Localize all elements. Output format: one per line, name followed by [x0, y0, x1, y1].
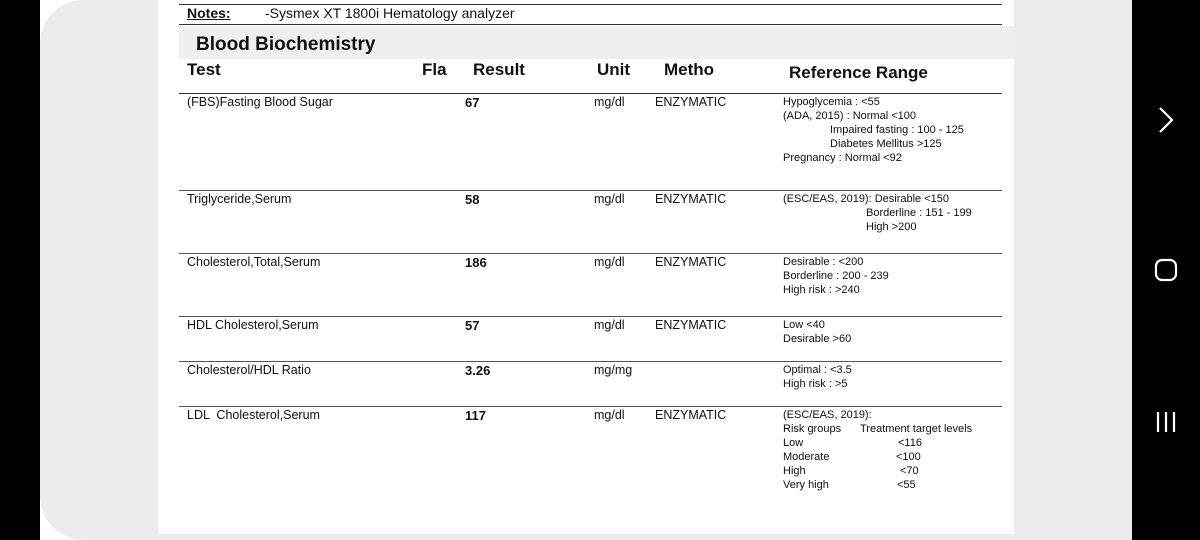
header-result: Result — [473, 60, 525, 79]
test-name: LDL Cholesterol,Serum — [187, 408, 320, 422]
test-name: Cholesterol/HDL Ratio — [187, 363, 311, 377]
reference-line: <116 — [898, 437, 922, 449]
rounded-square-icon — [1154, 258, 1178, 282]
section-header — [179, 26, 1014, 59]
chevron-right-icon — [1157, 106, 1175, 134]
unit-value: mg/dl — [594, 95, 625, 109]
header-method: Metho — [664, 60, 715, 79]
nav-recents-button[interactable] — [1132, 402, 1200, 442]
result-value: 3.26 — [465, 363, 491, 378]
test-name: Triglyceride,Serum — [187, 192, 292, 206]
three-bars-icon — [1154, 410, 1178, 434]
unit-value: mg/dl — [594, 318, 625, 332]
reference-line: Moderate — [783, 451, 830, 463]
reference-line: (ESC/EAS, 2019): Desirable <150 — [783, 193, 950, 205]
reference-line: Low — [783, 437, 804, 449]
divider — [179, 316, 1002, 317]
test-name: Cholesterol,Total,Serum — [187, 255, 321, 269]
reference-line: <100 — [896, 451, 921, 463]
unit-value: mg/dl — [594, 408, 625, 422]
header-test: Test — [187, 60, 221, 79]
reference-line: Very high — [783, 479, 829, 491]
result-value: 117 — [465, 408, 486, 423]
reference-line: Low <40 — [783, 319, 825, 331]
reference-line: <55 — [897, 479, 916, 491]
reference-line: High >200 — [866, 221, 917, 233]
header-reference: Reference Range — [789, 63, 928, 82]
reference-line: Pregnancy : Normal <92 — [783, 152, 902, 164]
reference-line: Borderline : 151 - 199 — [866, 207, 972, 219]
unit-value: mg/dl — [594, 255, 625, 269]
method-value: ENZYMATIC — [655, 318, 727, 332]
reference-line: (ADA, 2015) : Normal <100 — [783, 110, 916, 122]
divider — [179, 253, 1002, 254]
unit-value: mg/dl — [594, 192, 625, 206]
method-value: ENZYMATIC — [655, 408, 727, 422]
divider — [179, 93, 1002, 94]
test-name: HDL Cholesterol,Serum — [187, 318, 319, 332]
reference-line: Diabetes Mellitus >125 — [830, 138, 942, 150]
divider — [179, 361, 1002, 362]
reference-line: Hypoglycemia : <55 — [783, 96, 880, 108]
device-left-bezel — [0, 0, 40, 540]
reference-line: Treatment target levels — [860, 423, 973, 435]
nav-back-button[interactable] — [1132, 100, 1200, 140]
divider — [179, 190, 1002, 191]
reference-line: High — [783, 465, 806, 477]
result-value: 57 — [465, 318, 480, 333]
reference-line: <70 — [900, 465, 919, 477]
result-value: 58 — [465, 192, 480, 207]
report-page — [158, 0, 1014, 534]
method-value: ENZYMATIC — [655, 95, 727, 109]
reference-line: (ESC/EAS, 2019): — [783, 409, 872, 421]
reference-line: Impaired fasting : 100 - 125 — [830, 124, 964, 136]
reference-line: High risk : >5 — [783, 378, 848, 390]
divider — [179, 24, 1002, 25]
reference-line: Optimal : <3.5 — [783, 364, 852, 376]
method-value: ENZYMATIC — [655, 192, 727, 206]
method-value: ENZYMATIC — [655, 255, 727, 269]
header-unit: Unit — [597, 60, 631, 79]
unit-value: mg/mg — [594, 363, 633, 377]
reference-line: Desirable : <200 — [783, 256, 864, 268]
reference-line: Borderline : 200 - 239 — [783, 270, 889, 282]
reference-line: Desirable >60 — [783, 333, 852, 345]
nav-home-button[interactable] — [1132, 250, 1200, 290]
notes-label: Notes: — [187, 5, 231, 21]
reference-line: Risk groups — [783, 423, 842, 435]
reference-line: High risk : >240 — [783, 284, 860, 296]
result-value: 186 — [465, 255, 487, 270]
notes-text: -Sysmex XT 1800i Hematology analyzer — [265, 5, 515, 21]
result-value: 67 — [465, 95, 480, 110]
section-title: Blood Biochemistry — [196, 34, 376, 55]
test-name: (FBS)Fasting Blood Sugar — [187, 95, 333, 109]
header-flag: Fla — [422, 60, 447, 79]
divider — [179, 406, 1002, 407]
